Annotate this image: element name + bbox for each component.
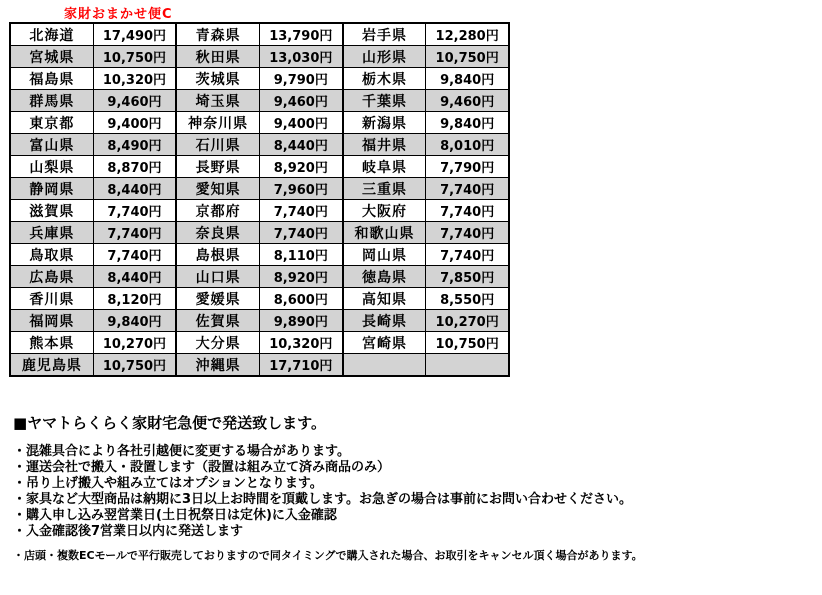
price-cell: 7,740円 (426, 200, 509, 222)
price-cell: 10,750円 (93, 46, 176, 68)
price-cell: 10,320円 (259, 332, 342, 354)
prefecture-cell: 高知県 (343, 288, 426, 310)
price-cell: 10,320円 (93, 68, 176, 90)
price-cell: 9,460円 (93, 90, 176, 112)
prefecture-cell: 宮崎県 (343, 332, 426, 354)
price-cell: 8,920円 (259, 266, 342, 288)
price-cell: 8,490円 (93, 134, 176, 156)
shipping-fee-table-body (10, 23, 509, 376)
shipping-plan-title: 家財おまかせ便C (64, 7, 173, 22)
price-cell: 10,270円 (426, 310, 509, 332)
price-cell: 7,740円 (259, 222, 342, 244)
table-row (10, 266, 509, 288)
table-row (10, 68, 509, 90)
price-cell: 13,030円 (259, 46, 342, 68)
notes-bullet-list (13, 444, 813, 540)
prefecture-cell: 山形県 (343, 46, 426, 68)
price-cell: 7,740円 (426, 244, 509, 266)
price-cell: 12,280円 (426, 23, 509, 46)
price-cell: 9,460円 (259, 90, 342, 112)
price-cell: 17,490円 (93, 23, 176, 46)
prefecture-cell: 熊本県 (10, 332, 93, 354)
table-row (10, 310, 509, 332)
table-row (10, 90, 509, 112)
table-row (10, 200, 509, 222)
price-cell: 8,920円 (259, 156, 342, 178)
prefecture-cell (343, 354, 426, 377)
prefecture-cell: 青森県 (176, 23, 259, 46)
notes-bullet: ・入金確認後7営業日以内に発送します (13, 524, 244, 539)
notes-heading: ■ヤマトらくらく家財宅急便で発送致します。 (13, 414, 326, 432)
prefecture-cell: 鹿児島県 (10, 354, 93, 377)
table-row (10, 46, 509, 68)
prefecture-cell: 大分県 (176, 332, 259, 354)
price-cell: 8,120円 (93, 288, 176, 310)
prefecture-cell: 和歌山県 (343, 222, 426, 244)
prefecture-cell: 秋田県 (176, 46, 259, 68)
prefecture-cell: 岡山県 (343, 244, 426, 266)
prefecture-cell: 兵庫県 (10, 222, 93, 244)
price-cell: 10,270円 (93, 332, 176, 354)
prefecture-cell: 山梨県 (10, 156, 93, 178)
prefecture-cell: 島根県 (176, 244, 259, 266)
price-cell: 8,600円 (259, 288, 342, 310)
shipping-notes (13, 412, 813, 563)
prefecture-cell: 長崎県 (343, 310, 426, 332)
price-cell: 9,460円 (426, 90, 509, 112)
price-cell (426, 354, 509, 377)
price-cell: 8,110円 (259, 244, 342, 266)
prefecture-cell: 香川県 (10, 288, 93, 310)
table-row (10, 112, 509, 134)
price-cell: 8,010円 (426, 134, 509, 156)
prefecture-cell: 茨城県 (176, 68, 259, 90)
price-cell: 9,400円 (259, 112, 342, 134)
table-row (10, 288, 509, 310)
price-cell: 7,850円 (426, 266, 509, 288)
table-row (10, 134, 509, 156)
prefecture-cell: 愛知県 (176, 178, 259, 200)
prefecture-cell: 神奈川県 (176, 112, 259, 134)
price-cell: 8,550円 (426, 288, 509, 310)
price-cell: 10,750円 (426, 46, 509, 68)
prefecture-cell: 宮城県 (10, 46, 93, 68)
table-row (10, 244, 509, 266)
prefecture-cell: 福島県 (10, 68, 93, 90)
shipping-fee-table (9, 22, 510, 377)
prefecture-cell: 福岡県 (10, 310, 93, 332)
price-cell: 7,960円 (259, 178, 342, 200)
prefecture-cell: 北海道 (10, 23, 93, 46)
table-row (10, 354, 509, 377)
price-cell: 13,790円 (259, 23, 342, 46)
price-cell: 7,790円 (426, 156, 509, 178)
prefecture-cell: 栃木県 (343, 68, 426, 90)
prefecture-cell: 岐阜県 (343, 156, 426, 178)
price-cell: 7,740円 (426, 178, 509, 200)
prefecture-cell: 長野県 (176, 156, 259, 178)
price-cell: 9,890円 (259, 310, 342, 332)
notes-bullet: ・購入申し込み翌営業日(土日祝祭日は定休)に入金確認 (13, 508, 337, 523)
table-row (10, 222, 509, 244)
price-cell: 8,870円 (93, 156, 176, 178)
price-cell: 7,740円 (93, 222, 176, 244)
prefecture-cell: 三重県 (343, 178, 426, 200)
prefecture-cell: 福井県 (343, 134, 426, 156)
prefecture-cell: 埼玉県 (176, 90, 259, 112)
price-cell: 7,740円 (93, 200, 176, 222)
prefecture-cell: 鳥取県 (10, 244, 93, 266)
price-cell: 7,740円 (93, 244, 176, 266)
notes-bullet: ・家具など大型商品は納期に3日以上お時間を頂戴します。お急ぎの場合は事前にお問い合わせください。 (13, 492, 633, 507)
prefecture-cell: 大阪府 (343, 200, 426, 222)
prefecture-cell: 群馬県 (10, 90, 93, 112)
price-cell: 10,750円 (426, 332, 509, 354)
price-cell: 7,740円 (426, 222, 509, 244)
prefecture-cell: 山口県 (176, 266, 259, 288)
price-cell: 9,840円 (426, 112, 509, 134)
table-row (10, 156, 509, 178)
price-cell: 9,790円 (259, 68, 342, 90)
price-cell: 8,440円 (93, 266, 176, 288)
table-row (10, 332, 509, 354)
prefecture-cell: 広島県 (10, 266, 93, 288)
prefecture-cell: 千葉県 (343, 90, 426, 112)
prefecture-cell: 徳島県 (343, 266, 426, 288)
prefecture-cell: 新潟県 (343, 112, 426, 134)
prefecture-cell: 滋賀県 (10, 200, 93, 222)
prefecture-cell: 岩手県 (343, 23, 426, 46)
prefecture-cell: 京都府 (176, 200, 259, 222)
prefecture-cell: 富山県 (10, 134, 93, 156)
table-row (10, 178, 509, 200)
prefecture-cell: 沖縄県 (176, 354, 259, 377)
prefecture-cell: 愛媛県 (176, 288, 259, 310)
prefecture-cell: 石川県 (176, 134, 259, 156)
price-cell: 9,840円 (426, 68, 509, 90)
prefecture-cell: 東京都 (10, 112, 93, 134)
price-cell: 7,740円 (259, 200, 342, 222)
price-cell: 10,750円 (93, 354, 176, 377)
prefecture-cell: 佐賀県 (176, 310, 259, 332)
prefecture-cell: 奈良県 (176, 222, 259, 244)
price-cell: 17,710円 (259, 354, 342, 377)
notes-bullet: ・混雑具合により各社引越便に変更する場合があります。 (13, 444, 350, 459)
price-cell: 8,440円 (259, 134, 342, 156)
notes-bullet: ・運送会社で搬入・設置します（設置は組み立て済み商品のみ） (13, 460, 391, 475)
price-cell: 9,840円 (93, 310, 176, 332)
price-cell: 8,440円 (93, 178, 176, 200)
price-cell: 9,400円 (93, 112, 176, 134)
table-row (10, 23, 509, 46)
prefecture-cell: 静岡県 (10, 178, 93, 200)
notes-footnote: ・店頭・複数ECモールで平行販売しておりますので同タイミングで購入された場合、お取引をキャンセル頂く場合があります。 (13, 549, 643, 562)
notes-bullet: ・吊り上げ搬入や組み立てはオプションとなります。 (13, 476, 323, 491)
